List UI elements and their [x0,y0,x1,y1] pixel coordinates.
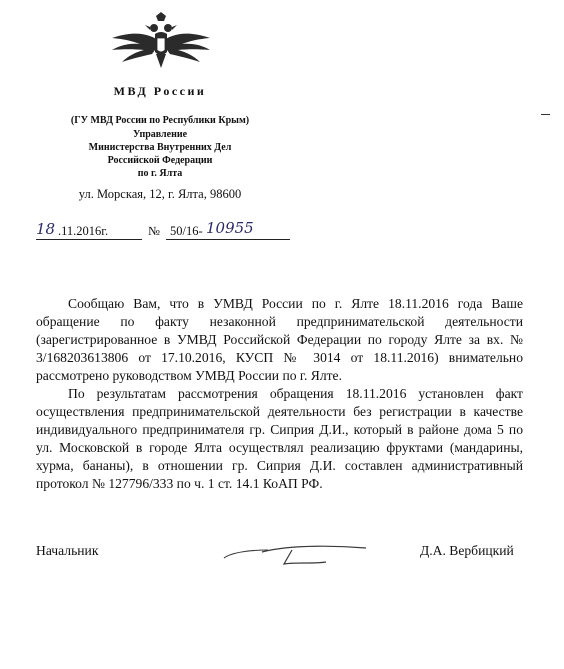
signatory-name: Д.А. Вербицкий [420,543,514,558]
header-line-2: Управление [132,129,188,140]
reference-line [36,219,306,244]
header-line-3: Министерства Внутренних Дел [88,142,232,153]
eagle-emblem-icon [106,12,216,70]
body-paragraph-1: Сообщаю Вам, что в УМВД России по г. Ялте 18.11.2016 года Ваше обращение по факту незаконной предпринимательской деятельности (зарегистрированное в УМВД Российской Федерации по городу Ялте за вх. № 3/168203613806 от 17.10.2016, КУСП № 3014 от 18.11.2016) внимательно рассмотрено руководством УМВД России по г. Ялте. [36,296,523,383]
header-line-1: (ГУ МВД России по Республики Крым) [70,115,250,126]
header-line-4: Российской Федерации [107,155,213,166]
number-underline [166,239,290,240]
org-title: МВД России [113,84,207,98]
margin-dash [541,114,550,115]
date-underline [36,239,142,240]
number-label: № [148,224,160,238]
body-paragraph-2: По результатам рассмотрения обращения 18.11.2016 установлен факт осуществления предпринимательской деятельности без регистрации в качестве индивидуального предпринимателя гр. Сиприя Д.И., который в районе дома 5 по ул. Московской в городе Ялта осуществлял реализацию фруктами (мандарины, хурма, бананы), в отношении гр. Сиприя Д.И. составлен административный протокол № 127796/333 по ч. 1 ст. 14.1 КоАП РФ. [36,386,523,491]
signature-icon [222,538,372,570]
number-prefix: 50/16- [170,224,203,238]
header-line-5: по г. Ялта [137,168,183,179]
date-suffix: .11.2016г. [58,224,109,238]
letter-body [36,295,523,493]
handwritten-number: 10955 [206,219,254,237]
handwritten-day: 18 [36,220,56,238]
signatory-role: Начальник [36,543,99,558]
address: ул. Морская, 12, г. Ялта, 98600 [78,187,242,201]
